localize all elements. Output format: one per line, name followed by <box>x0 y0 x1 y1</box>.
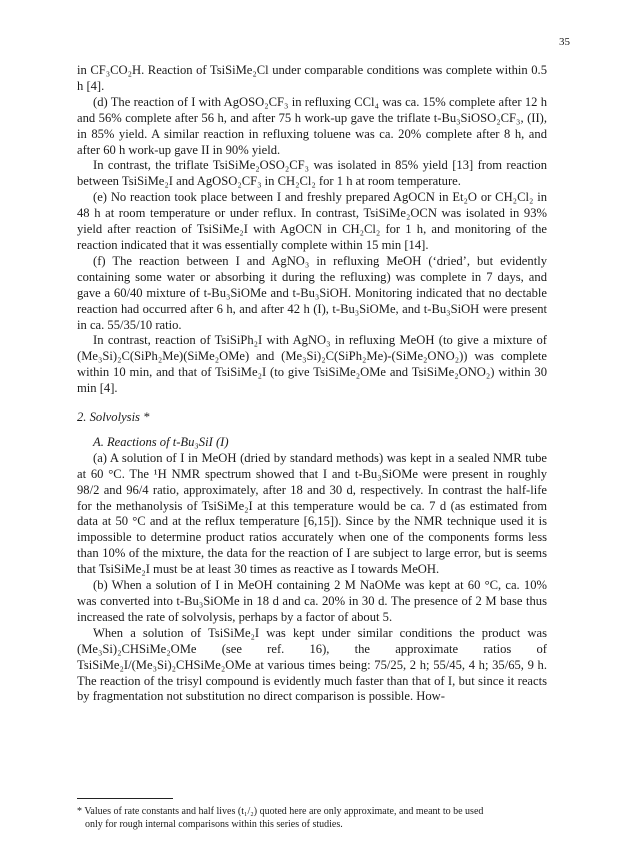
paragraph-nitrate-contrast: In contrast, reaction of TsiSiPh₂I with AgNO₃ in refluxing MeOH (to give a mixture of (Me₃Si)₂C(SiPh₂Me)(SiMe₂OMe) and (Me₃Si)₂C(SiPh₂Me)-(SiMe₂ONO₂)) was complete within 10 min, and that of TsiSiMe₂I (to give TsiSiMe₂OMe and TsiSiMe₂ONO₂) within 30 min [4]. <box>77 333 547 396</box>
footnote-line-2: only for rough internal comparisons within this series of studies. <box>85 818 343 830</box>
paragraph-f: (f) The reaction between I and AgNO₃ in refluxing MeOH (‘dried’, but evidently containing some water or absorbing it during the refluxing) was complete in 7 days, and gave a 60/40 mixture of t-Bu₃SiOMe and t-Bu₃SiOH. Monitoring indicated that no dectable reaction had occurred after 6 h, and after 42 h (I), t-Bu₃SiOMe, and t-Bu₃SiOH were present in ca. 55/35/10 ratio. <box>77 253 547 332</box>
paragraph-solvolysis-b: (b) When a solution of I in MeOH containing 2 M NaOMe was kept at 60 °C, ca. 10% was converted into t-Bu₃SiOMe in 18 d and ca. 20% in 30 d. The presence of 2 M base thus increased the rate of solvolysis, perhaps by a factor of about 5. <box>77 578 547 624</box>
paragraph-d: (d) The reaction of I with AgOSO₂CF₃ in refluxing CCl₄ was ca. 15% complete after 12 h and 56% complete after 56 h, and after 75 h work-up gave the triflate t-Bu₃SiOSO₂CF₃, (II), in 85% yield. A similar reaction in refluxing toluene was ca. 20% complete after 8 h, and after 60 h work-up gave II in 90% yield. <box>77 94 547 157</box>
section-heading: 2. Solvolysis * <box>77 410 150 425</box>
footnote-divider <box>77 798 173 799</box>
page-number: 35 <box>559 36 570 48</box>
paragraph-solvolysis-a: (a) A solution of I in MeOH (dried by standard methods) was kept in a sealed NMR tube at 60 °C. The ¹H NMR spectrum showed that I and t-Bu₃SiOMe were present in roughly 98/2 and 96/4 ratio, approximately, after 18 and 30 d, respectively. In contrast the half-life for the methanolysis of TsiSiMe₂I at this temperature would be ca. 7 d (as estimated from data at 50 °C and at the reflux temperature [6,15]). Since by the NMR technique used it is impossible to determine product ratios accurately when one of the components forms less than 10% of the mixture, the data for the reaction of I are subject to large error, but is seems that TsiSiMe₂I must be at least 30 times as reactive as I towards MeOH. <box>77 450 547 577</box>
footnote-line-1: * Values of rate constants and half lives (t₁/₂) quoted here are only approximate, and meant to be used <box>77 806 484 817</box>
paragraph-trisyl-comparison: When a solution of TsiSiMe₂I was kept under similar conditions the product was (Me₃Si)₂CHSiMe₂OMe (see ref. 16), the approximate ratios of TsiSiMe₂I/(Me₃Si)₂CHSiMe₂OMe at various times being: 75/25, 2 h; 55/45, 4 h; 35/65, 9 h. The reaction of the trisyl compound is evidently much faster than that of I, but since it reacts by fragmentation not substitution no direct comparison is possible. How- <box>77 625 547 704</box>
paragraph-triflate-contrast: In contrast, the triflate TsiSiMe₂OSO₂CF₃ was isolated in 85% yield [13] from reaction between TsiSiMe₂I and AgOSO₂CF₃ in CH₂Cl₂ for 1 h at room temperature. <box>77 158 547 189</box>
paragraph-e: (e) No reaction took place between I and freshly prepared AgOCN in Et₂O or CH₂Cl₂ in 48 h at room temperature or under reflux. In contrast, TsiSiMe₂OCN was isolated in 93% yield after reaction of TsiSiMe₂I with AgOCN in CH₂Cl₂ for 1 h, and monitoring of the reaction indicated that it was essentially complete within 15 min [14]. <box>77 190 547 252</box>
paragraph-continuation: in CF₃CO₂H. Reaction of TsiSiMe₂Cl under comparable conditions was complete within 0.5 h [4]. <box>77 63 547 93</box>
footnote <box>77 806 547 831</box>
subsection-heading: A. Reactions of t-Bu₃SiI (I) <box>93 434 229 449</box>
body-text <box>77 63 547 705</box>
